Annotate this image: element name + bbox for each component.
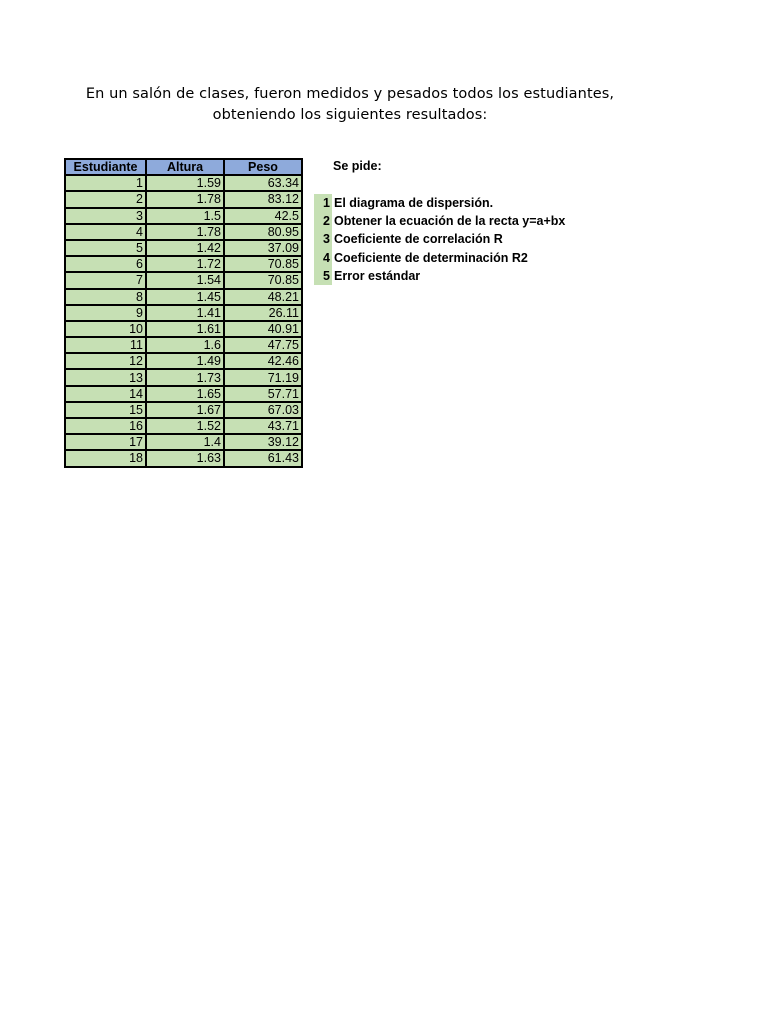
intro-line-2: obteniendo los siguientes resultados: [212,107,488,123]
cell-estudiante[interactable]: 11 [65,337,146,353]
cell-estudiante[interactable]: 14 [65,386,146,402]
intro-line-1: En un salón de clases, fueron medidos y pesados todos los estudiantes, [85,86,615,102]
cell-peso[interactable]: 67.03 [224,402,302,418]
header-altura[interactable]: Altura [146,159,224,175]
cell-peso[interactable]: 42.46 [224,353,302,369]
cell-peso[interactable]: 26.11 [224,305,302,321]
cell-peso[interactable]: 39.12 [224,434,302,450]
task-item [314,212,565,230]
task-number[interactable]: 3 [314,230,332,248]
task-text[interactable]: Coeficiente de determinación R2 [334,250,528,265]
cell-estudiante[interactable]: 9 [65,305,146,321]
cell-peso[interactable]: 48.21 [224,289,302,305]
cell-estudiante[interactable]: 13 [65,369,146,385]
task-number[interactable]: 1 [314,194,332,212]
cell-estudiante[interactable]: 17 [65,434,146,450]
cell-altura[interactable]: 1.61 [146,321,224,337]
table-row [65,208,302,224]
cell-estudiante[interactable]: 8 [65,289,146,305]
task-list [314,194,565,285]
table-row [65,256,302,272]
cell-altura[interactable]: 1.78 [146,224,224,240]
table-row [65,321,302,337]
table-row [65,305,302,321]
table-row [65,418,302,434]
cell-estudiante[interactable]: 12 [65,353,146,369]
cell-altura[interactable]: 1.63 [146,450,224,466]
task-number[interactable]: 4 [314,249,332,267]
cell-peso[interactable]: 80.95 [224,224,302,240]
table-row [65,402,302,418]
task-text[interactable]: El diagrama de dispersión. [334,196,494,210]
cell-estudiante[interactable]: 7 [65,272,146,288]
cell-altura[interactable]: 1.78 [146,191,224,207]
cell-altura[interactable]: 1.65 [146,386,224,402]
cell-peso[interactable]: 71.19 [224,369,302,385]
table-row [65,272,302,288]
cell-altura[interactable]: 1.41 [146,305,224,321]
cell-estudiante[interactable]: 3 [65,208,146,224]
task-item [314,249,565,267]
cell-altura[interactable]: 1.6 [146,337,224,353]
header-estudiante[interactable]: Estudiante [65,159,146,175]
cell-estudiante[interactable]: 6 [65,256,146,272]
cell-peso[interactable]: 83.12 [224,191,302,207]
table-row [65,240,302,256]
cell-peso[interactable]: 47.75 [224,337,302,353]
cell-altura[interactable]: 1.45 [146,289,224,305]
cell-peso[interactable]: 42.5 [224,208,302,224]
table-row [65,434,302,450]
table-row [65,386,302,402]
task-number[interactable]: 5 [314,267,332,285]
task-text[interactable]: Coeficiente de correlación R [334,232,503,247]
cell-peso[interactable]: 70.85 [224,256,302,272]
table-row [65,369,302,385]
tasks-title[interactable]: Se pide: [333,159,382,173]
cell-peso[interactable]: 57.71 [224,386,302,402]
cell-altura[interactable]: 1.73 [146,369,224,385]
header-peso[interactable]: Peso [224,159,302,175]
table-row [65,191,302,207]
cell-altura[interactable]: 1.72 [146,256,224,272]
cell-estudiante[interactable]: 1 [65,175,146,191]
cell-estudiante[interactable]: 10 [65,321,146,337]
cell-estudiante[interactable]: 2 [65,191,146,207]
cell-altura[interactable]: 1.42 [146,240,224,256]
cell-peso[interactable]: 61.43 [224,450,302,466]
cell-altura[interactable]: 1.59 [146,175,224,191]
table-row [65,450,302,466]
cell-altura[interactable]: 1.67 [146,402,224,418]
cell-altura[interactable]: 1.52 [146,418,224,434]
table-row [65,175,302,191]
task-item [314,194,565,212]
table-row [65,353,302,369]
task-item [314,267,565,285]
cell-peso[interactable]: 37.09 [224,240,302,256]
cell-estudiante[interactable]: 5 [65,240,146,256]
task-number[interactable]: 2 [314,212,332,230]
table-row [65,224,302,240]
table-row [65,289,302,305]
cell-estudiante[interactable]: 4 [65,224,146,240]
cell-peso[interactable]: 70.85 [224,272,302,288]
table-body [65,175,302,466]
table-row [65,337,302,353]
cell-estudiante[interactable]: 16 [65,418,146,434]
task-item [314,230,565,248]
cell-estudiante[interactable]: 18 [65,450,146,466]
cell-peso[interactable]: 43.71 [224,418,302,434]
cell-peso[interactable]: 63.34 [224,175,302,191]
task-text[interactable]: Error estándar [334,268,421,283]
cell-peso[interactable]: 40.91 [224,321,302,337]
table-header-row [65,159,302,175]
cell-altura[interactable]: 1.5 [146,208,224,224]
cell-altura[interactable]: 1.54 [146,272,224,288]
cell-estudiante[interactable]: 15 [65,402,146,418]
data-table [64,158,303,468]
cell-altura[interactable]: 1.49 [146,353,224,369]
cell-altura[interactable]: 1.4 [146,434,224,450]
intro-text [60,84,640,126]
task-text[interactable]: Obtener la ecuación de la recta y=a+bx [334,214,566,229]
